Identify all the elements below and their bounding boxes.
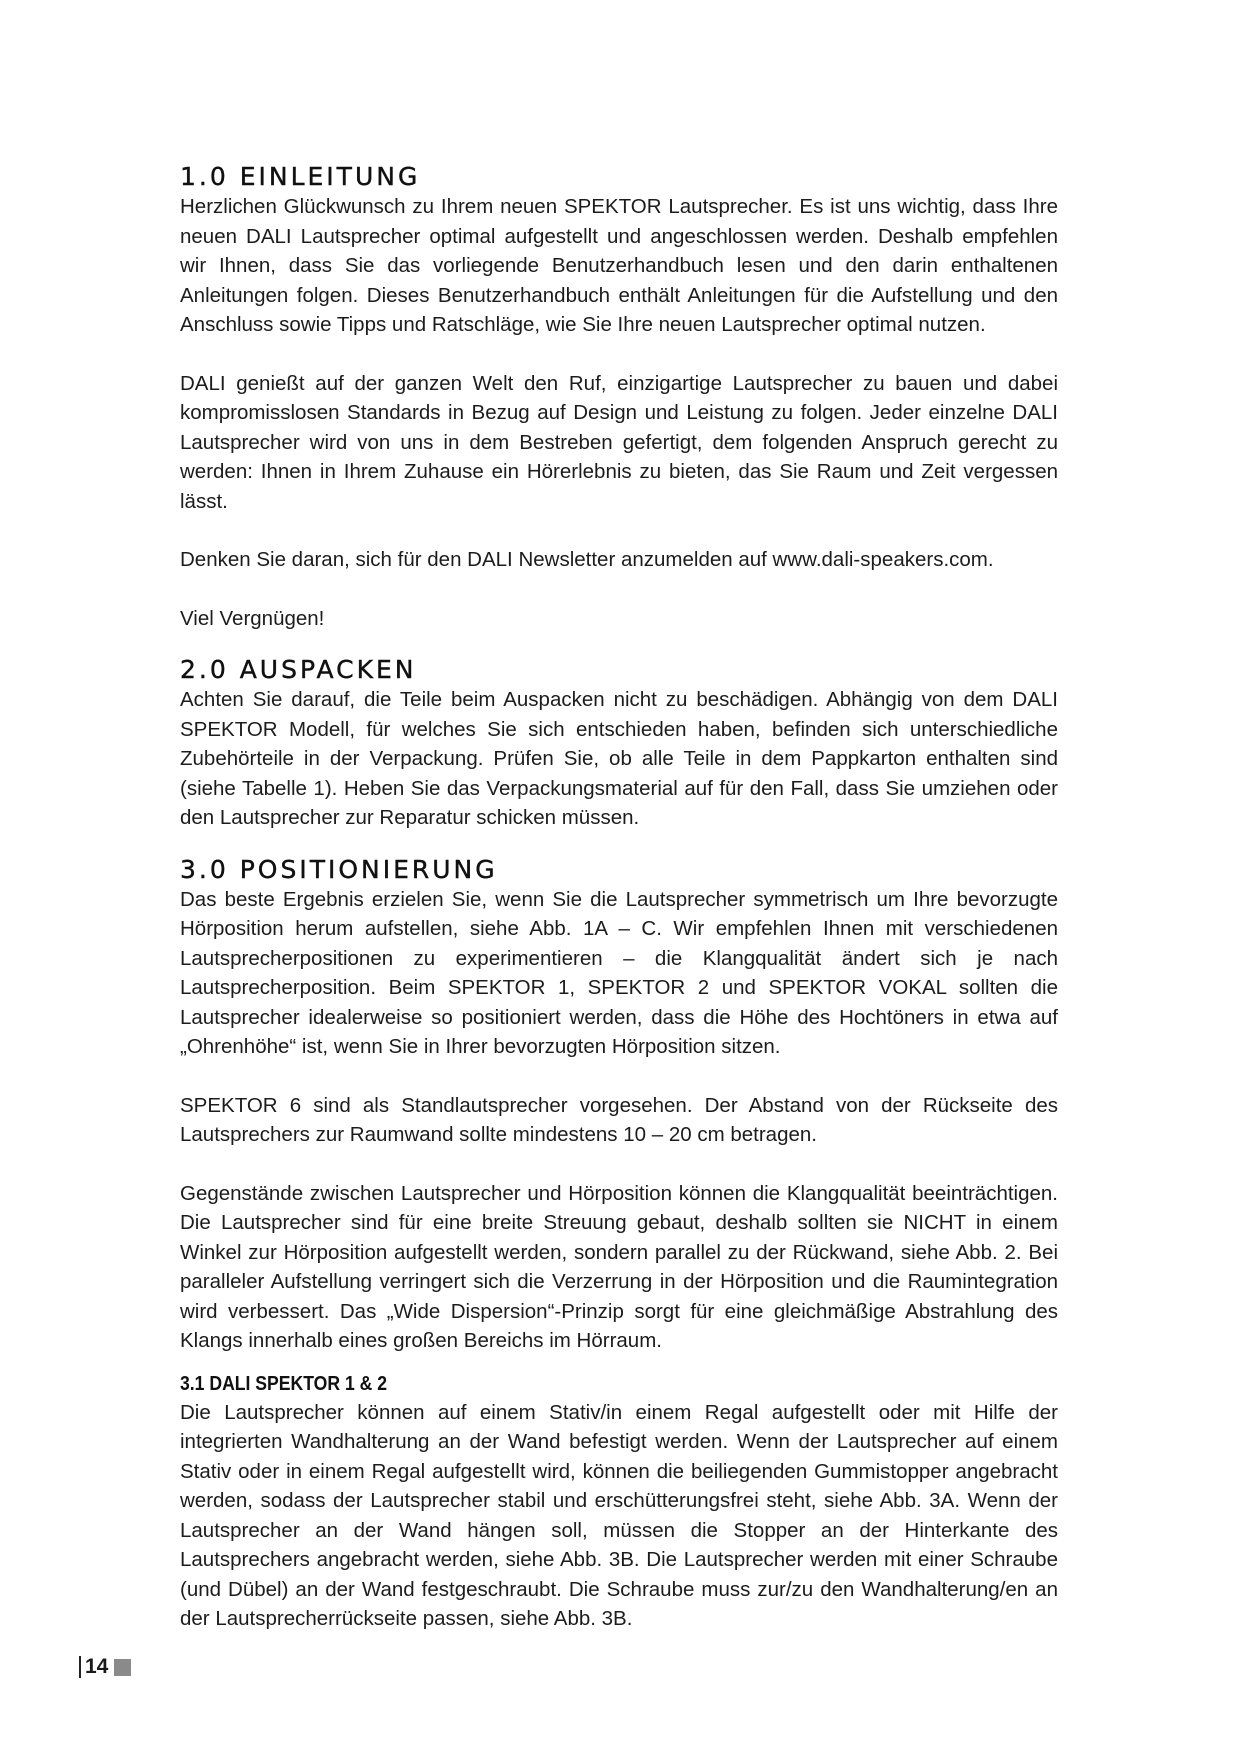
paragraph: Viel Vergnügen! [180, 606, 325, 630]
page-number-bar [79, 1656, 81, 1678]
paragraph: Herzlichen Glückwunsch zu Ihrem neuen SPEKTOR Lautsprecher. Es ist uns wichtig, dass Ihre neuen DALI Lautsprecher optimal aufgestellt und angeschlossen werden. Deshalb empfehlen wir Ihnen, dass Sie das vorliegende Benutzerhandbuch lesen und den darin enthaltenen Anleitungen folgen. Dieses Benutzerhandbuch enthält Anleitungen für die Aufstellung und den Anschluss sowie Tipps und Ratschläge, wie Sie Ihre neuen Lautsprecher optimal nutzen. [180, 195, 1058, 336]
paragraph: Gegenstände zwischen Lautsprecher und Hörposition können die Klangqualität beeinträchtigen. Die Lautsprecher sind für eine breite Streuung gebaut, deshalb sollten sie NICHT in einem Winkel zur Hörposition aufgestellt werden, sondern parallel zu der Rückwand, siehe Abb. 2. Bei paralleler Aufstellung verringert sich die Verzerrung in der Hörposition und die Raumintegration wird verbessert. Das „Wide Dispersion“-Prinzip sorgt für eine gleichmäßige Abstrahlung des Klangs innerhalb eines großen Bereichs im Hörraum. [180, 1181, 1058, 1352]
paragraph: Achten Sie darauf, die Teile beim Auspacken nicht zu beschädigen. Abhängig von dem DALI SPEKTOR Modell, für welches Sie sich entschieden haben, befinden sich unterschiedliche Zubehörteile in der Verpackung. Prüfen Sie, ob alle Teile in dem Pappkarton enthalten sind (siehe Tabelle 1). Heben Sie das Verpackungsmaterial auf für den Fall, dass Sie umziehen oder den Lautsprecher zur Reparatur schicken müssen. [180, 688, 1058, 829]
paragraph: DALI genießt auf der ganzen Welt den Ruf, einzigartige Lautsprecher zu bauen und dabei kompromisslosen Standards in Bezug auf Design und Leistung zu folgen. Jeder einzelne DALI Lautsprecher wird von uns in dem Bestreben gefertigt, dem folgenden Anspruch gerecht zu werden: Ihnen in Ihrem Zuhause ein Hörerlebnis zu bieten, das Sie Raum und Zeit vergessen lässt. [180, 371, 1058, 513]
page-number-square-icon [114, 1659, 131, 1676]
page-number-text: 14 [85, 1655, 109, 1678]
page-number [79, 1654, 131, 1680]
paragraph: Das beste Ergebnis erzielen Sie, wenn Sie die Lautsprecher symmetrisch um Ihre bevorzugte Hörposition herum aufstellen, siehe Abb. 1A – C. Wir empfehlen Ihnen mit verschiedenen Lautsprecherpositionen zu experimentieren – die Klangqualität ändert sich je nach Lautsprecherposition. Beim SPEKTOR 1, SPEKTOR 2 und SPEKTOR VOKAL sollten die Lautsprecher idealerweise so positioniert werden, dass die Höhe des Hochtöners in etwa auf „Ohrenhöhe“ ist, wenn Sie in Ihrer bevorzugten Hörposition sitzen. [180, 887, 1058, 1058]
paragraph: SPEKTOR 6 sind als Standlautsprecher vorgesehen. Der Abstand von der Rückseite des Lautsprechers zur Raumwand sollte mindestens 10 – 20 cm betragen. [180, 1093, 1058, 1146]
section-heading-auspacken: 2.0 AUSPACKEN [180, 655, 417, 684]
section-heading-positionierung: 3.0 POSITIONIERUNG [180, 854, 498, 884]
subsection-heading-spektor-1-2: 3.1 DALI SPEKTOR 1 & 2 [180, 1372, 388, 1395]
section-heading-einleitung: 1.0 EINLEITUNG [180, 162, 421, 191]
paragraph: Denken Sie daran, sich für den DALI Newsletter anzumelden auf www.dali-speakers.com. [180, 548, 994, 571]
page-content [180, 162, 1058, 1634]
paragraph: Die Lautsprecher können auf einem Stativ/in einem Regal aufgestellt oder mit Hilfe der integrierten Wandhalterung an der Wand befestigt werden. Wenn der Lautsprecher auf einem Stativ oder in einem Regal aufgestellt wird, können die beiliegenden Gummistopper angebracht werden, sodass der Lautsprecher stabil und erschütterungsfrei steht, siehe Abb. 3A. Wenn der Lautsprecher an der Wand hängen soll, müssen die Stopper an der Hinterkante des Lautsprechers angebracht werden, siehe Abb. 3B. Die Lautsprecher werden mit einer Schraube (und Dübel) an der Wand festgeschraubt. Die Schraube muss zur/zu den Wandhalterung/en an der Lautsprecherrückseite passen, siehe Abb. 3B. [180, 1400, 1058, 1630]
